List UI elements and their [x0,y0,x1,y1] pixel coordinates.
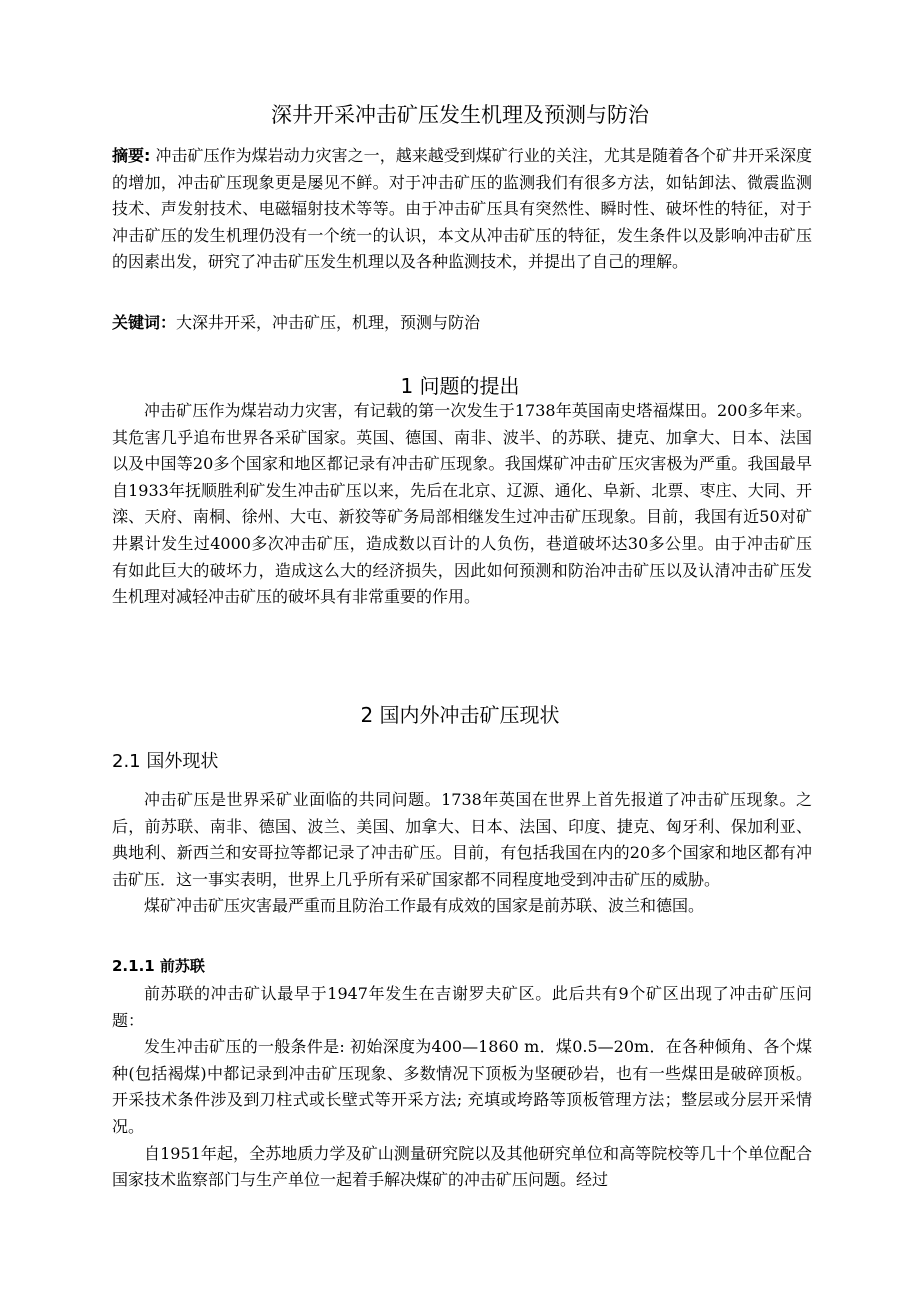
keywords [112,310,812,337]
keywords-label: 关键词： [112,313,177,332]
section-2-1-body [112,787,812,920]
abstract-text: 冲击矿压作为煤岩动力灾害之一，越来越受到煤矿行业的关注，尤其是随着各个矿井开采深度的增加，冲击矿压现象更是屡见不鲜。对于冲击矿压的监测我们有很多方法，如钻卸法、微震监测技术、声发射技术、电磁辐射技术等等。由于冲击矿压具有突然性、瞬时性、破坏性的特征，对于冲击矿压的发生机理仍没有一个统一的认识，本文从冲击矿压的特征，发生条件以及影响冲击矿压的因素出发，研究了冲击矿压发生机理以及各种监测技术，并提出了自己的理解。 [112,146,812,272]
section-2-1-1-body [112,981,812,1194]
section-2-1-heading: 2.1 国外现状 [112,751,219,772]
section-2-1-1-heading: 2.1.1 前苏联 [112,957,205,975]
section-1-paragraph: 冲击矿压作为煤岩动力灾害，有记载的第一次发生于1738年英国南史塔福煤田。200多年来。其危害几乎追布世界各采矿国家。英国、德国、南非、波半、的苏联、捷克、加拿大、日本、法国以及中国等20多个国家和地区都记录有冲击矿压现象。我国煤矿冲击矿压灾害极为严重。我国最早自1933年抚顺胜利矿发生冲击矿压以来，先后在北京、辽源、通化、阜新、北票、枣庄、大同、开滦、天府、南桐、徐州、大屯、新狡等矿务局部相继发生过冲击矿压现象。目前，我国有近50对矿井累计发生过4000多次冲击矿压，造成数以百计的人负伤，巷道破坏达30多公里。由于冲击矿压有如此巨大的破坏力，造成这么大的经济损失，因此如何预测和防治冲击矿压以及认清冲击矿压发生机理对减轻冲击矿压的破坏具有非常重要的作用。 [112,401,812,607]
section-2-1-1-paragraph-3: 自1951年起，全苏地质力学及矿山测量研究院以及其他研究单位和高等院校等几十个单位配合国家技术监察部门与生产单位一起着手解决煤矿的冲击矿压问题。经过 [112,1143,812,1190]
document-title: 深井开采冲击矿压发生机理及预测与防治 [271,103,649,127]
section-2-1-paragraph-1: 冲击矿压是世界采矿业面临的共同问题。1738年英国在世界上首先报道了冲击矿压现象。之后，前苏联、南非、德国、波兰、美国、加拿大、日本、法国、印度、捷克、匈牙利、保加利亚、典地利、新西兰和安哥拉等都记录了冲击矿压。目前，有包括我国在内的20多个国家和地区都有冲击矿压．这一事实表明，世界上几乎所有采矿国家都不同程度地受到冲击矿压的威胁。 [112,790,812,889]
abstract-label: 摘要: [112,146,151,165]
section-2-1-paragraph-2: 煤矿冲击矿压灾害最严重而且防治工作最有成效的国家是前苏联、波兰和德国。 [144,896,705,916]
section-1-body [112,398,812,611]
section-1-heading: 1 问题的提出 [400,374,520,398]
section-2-heading: 2 国内外冲击矿压现状 [360,703,560,727]
abstract [112,143,812,276]
section-2-1-1-paragraph-2: 发生冲击矿压的一般条件是: 初始深度为400—1860 m．煤0.5—20m．在各种倾角、各个煤种(包括褐煤)中都记录到冲击矿压现象、多数情况下顶板为坚硬砂岩，也有一些煤田是破碎顶板。开采技术条件涉及到刀柱式或长壁式等开采方法; 充填或垮路等顶板管理方法；整层或分层开采情况。 [112,1037,812,1136]
section-2-1-1-paragraph-1: 前苏联的冲击矿认最早于1947年发生在吉谢罗夫矿区。此后共有9个矿区出现了冲击矿压问题： [112,984,812,1030]
keywords-text: 大深井开采，冲击矿压，机理，预测与防治 [176,313,481,332]
